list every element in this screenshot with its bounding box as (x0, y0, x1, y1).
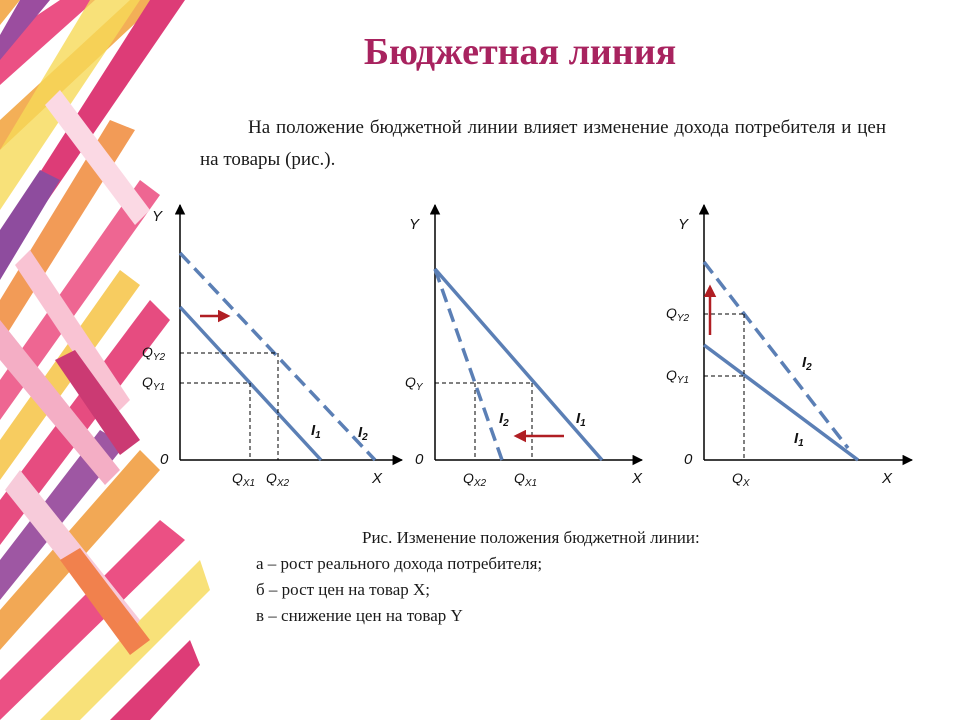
intro-paragraph: На положение бюджетной линии влияет изменение дохода потребителя и цен на товары (рис.). (200, 117, 886, 170)
panel-a-qy2-label: $Q_{Y2}$ (142, 344, 166, 363)
panel-c-y-label: Y (678, 216, 689, 233)
panel-a-origin-label: 0 (160, 451, 169, 468)
panel-a-line1-label: $I_1$ (311, 422, 321, 441)
panel-b-line2-label: $I_2$ (499, 410, 509, 429)
panel-a-line2-label: $I_2$ (358, 424, 368, 443)
panel-b (405, 205, 643, 489)
caption-item-b: б – рост цен на товар X; (256, 580, 430, 599)
panel-b-line1-label: $I_1$ (576, 410, 586, 429)
figure-caption (256, 525, 816, 629)
caption-item-c: в – снижение цен на товар Y (256, 606, 463, 625)
panel-c (666, 205, 912, 489)
panel-c-budget-line-2 (704, 262, 848, 448)
slide-title: Бюджетная линия (363, 31, 677, 73)
panel-b-y-label: Y (409, 216, 420, 233)
panel-a-qx1-label: $Q_{X1}$ (232, 470, 256, 489)
panel-b-budget-line-1 (435, 269, 602, 460)
panel-a-y-label: Y (152, 208, 163, 225)
panel-c-origin-label: 0 (684, 451, 693, 468)
panel-a-qy1-label: $Q_{Y1}$ (142, 374, 166, 393)
budget-line-diagram (130, 195, 930, 505)
panel-a (142, 205, 402, 489)
panel-a-qx2-label: $Q_{X2}$ (266, 470, 290, 489)
panel-c-line2-label: $I_2$ (802, 354, 812, 373)
caption-title: Рис. Изменение положения бюджетной линии: (362, 528, 700, 547)
panel-b-budget-line-2 (435, 269, 502, 460)
panel-b-origin-label: 0 (415, 451, 424, 468)
panel-a-x-label: X (372, 470, 383, 487)
panel-b-qy-label: $Q_Y$ (405, 374, 423, 393)
panel-b-qx1-label: $Q_{X1}$ (514, 470, 538, 489)
panel-c-line1-label: $I_1$ (794, 430, 804, 449)
panel-c-qy2-label: $Q_{Y2}$ (666, 305, 690, 324)
caption-item-a: а – рост реального дохода потребителя; (256, 554, 543, 573)
panel-b-x-label: X (632, 470, 643, 487)
panel-b-qx2-label: $Q_{X2}$ (463, 470, 487, 489)
panel-c-x-label: X (882, 470, 893, 487)
panel-c-qy1-label: $Q_{Y1}$ (666, 367, 690, 386)
panel-c-qx-label: $Q_X$ (732, 470, 750, 489)
